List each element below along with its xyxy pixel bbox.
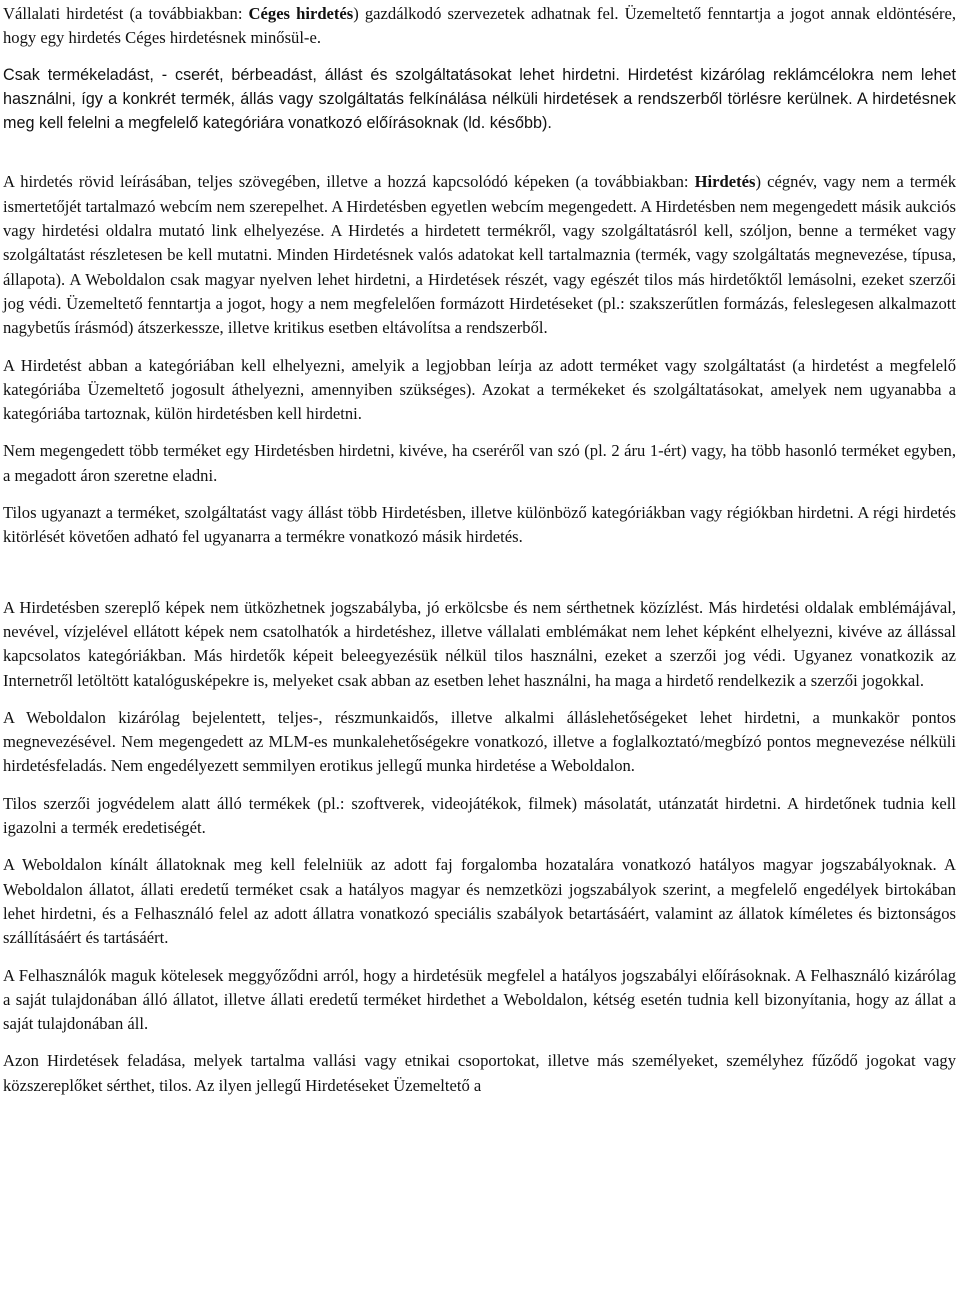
paragraph-copyright: Tilos szerzői jogvédelem alatt álló termékek (pl.: szoftverek, videojátékok, filmek) másolatát, utánzatát hirdetni. A hirdetőnek tudnia kell igazolni a termék eredetiségét. — [3, 793, 956, 838]
paragraph-images: A Hirdetésben szereplő képek nem ütközhetnek jogszabályba, jó erkölcsbe és nem sérthetnek közízlést. Más hirdetési oldalak emblémájával, nevével, vízjelével ellátott képek nem csatolhatók a hirdetéshez, illetve vállalati emblémákat nem lehet képként elhelyezni, kivéve az állással kapcsolatos kategóriákban. Más hirdetők képeit beleegyezésük nélkül tilos használni, ezeket a szerzői jog védi. Ugyanez vonatkozik az Internetről letöltött katalógusképekre is, melyeket csak abban az esetben lehet használni, ha maga a hirdető rendelkezik a szerzői jogokkal. — [3, 597, 956, 690]
term-ceges-hirdetes: Céges hirdetés — [248, 4, 354, 23]
paragraph-multiple-products: Nem megengedett több terméket egy Hirdetésben hirdetni, kivéve, ha cseréről van szó (pl. 2 áru 1-ért) vagy, ha több hasonló terméket egyben, a megadott áron szeretne eladni. — [3, 441, 956, 485]
paragraph-category: A Hirdetést abban a kategóriában kell elhelyezni, amelyik a legjobban leírja az adott terméket vagy szolgáltatást (a hirdetést a megfelelő kategóriába Üzemeltető jogosult áthelyezni, amennyiben szükséges). Azokat a termékeket és szolgáltatásokat, amelyek nem ugyanabba a kategóriába tartoznak, külön hirdetésben kell hirdetni. — [3, 355, 956, 424]
term-hirdetes: Hirdetés — [694, 172, 756, 192]
paragraph-animals: A Weboldalon kínált állatoknak meg kell felelniük az adott faj forgalomba hozatalára vonatkozó hatályos magyar jogszabályoknak. A Weboldalon állatot, állati eredetű terméket csak a hatályos magyar és nemzetközi jogszabályok szerint, a megfelelő engedélyek birtokában lehet hirdetni, és a Felhasználó felel az adott állatra vonatkozó speciális szabályok betartásáért, valamint az állatok kíméletes és biztonságos szállításáért és tartásáért. — [3, 855, 956, 948]
paragraph-ad-content: A hirdetés rövid leírásában, teljes szövegében, illetve a hozzá kapcsolódó képeken (a továbbiakban: Hirdetés) cégnév, vagy nem a termék ismertetőjét tartalmazó webcím nem szerepelhet. A Hirdetésben egyetlen webcím megengedett. A Hirdetésben nem megengedett másik aukciós vagy hirdetési oldalra mutató link elhelyezése. A Hirdetés a hirdetett termékről, vagy szolgáltatásról kell, szóljon, benne a terméket vagy szolgáltatást részletesen be kell mutatni. Minden Hirdetésnek valós adatokat kell tartalmaznia (termék, vagy szolgáltatás megnevezése, típusa, állapota). A Weboldalon csak magyar nyelven lehet hirdetni, a Hirdetések részét, vagy egészét tilos más hirdetőktől lemásolni, ezeket szerzői jog védi. Üzemeltető fenntartja a jogot, hogy a nem megfelelően formázott Hirdetéseket (pl.: szakszerűtlen formázás, feleslegesen alkalmazott nagybetűs írásmód) átszerkessze, illetve kritikus esetben eltávolítsa a rendszerből. — [3, 172, 956, 338]
paragraph-offensive-ads: Azon Hirdetések feladása, melyek tartalma vallási vagy etnikai csoportokat, illetve más személyeket, személyhez fűződő jogokat vagy közszereplőket sérthet, tilos. Az ilyen jellegű Hirdetéseket Üzemeltető a — [3, 1051, 956, 1095]
paragraph-company-ads: Vállalati hirdetést (a továbbiakban: Céges hirdetés) gazdálkodó szervezetek adhatnak fel. Üzemeltető fenntartja a jogot annak eldöntésére, hogy egy hirdetés Céges hirdetésnek minősül-e. — [3, 4, 956, 48]
paragraph-allowed-ads: Csak termékeladást, - cserét, bérbeadást, állást és szolgáltatásokat lehet hirdetni. Hirdetést kizárólag reklámcélokra nem lehet használni, így a konkrét termék, állás vagy szolgáltatás felkínálása nélküli hirdetések a rendszerből törlésre kerülnek. A hirdetésnek meg kell felelni a megfelelő kategóriára vonatkozó előírásoknak (ld. később). — [3, 65, 956, 133]
paragraph-jobs: A Weboldalon kizárólag bejelentett, teljes-, részmunkaidős, illetve alkalmi álláslehetőségeket lehet hirdetni, a munkakör pontos megnevezésével. Nem megengedett az MLM-es munkalehetőségekre vonatkozó, illetve a foglalkoztató/megbízó pontos megnevezése nélküli hirdetésfeladás. Nem engedélyezett semmilyen erotikus jellegű munka hirdetése a Weboldalon. — [3, 707, 956, 776]
paragraph-user-responsibility: A Felhasználók maguk kötelesek meggyőződni arról, hogy a hirdetésük megfelel a hatályos jogszabályi előírásoknak. A Felhasználó kizárólag a saját tulajdonában álló állatot, illetve állati eredetű terméket hirdethet a Weboldalon, kétség esetén tudnia kell bizonyítania, hogy az állat a saját tulajdonában áll. — [3, 965, 956, 1034]
paragraph-duplicate-ads: Tilos ugyanazt a terméket, szolgáltatást vagy állást több Hirdetésben, illetve különböző kategóriákban vagy régiókban hirdetni. A régi hirdetés kitörlését követően adható fel ugyanarra a termékre vonatkozó másik hirdetés. — [3, 503, 956, 547]
